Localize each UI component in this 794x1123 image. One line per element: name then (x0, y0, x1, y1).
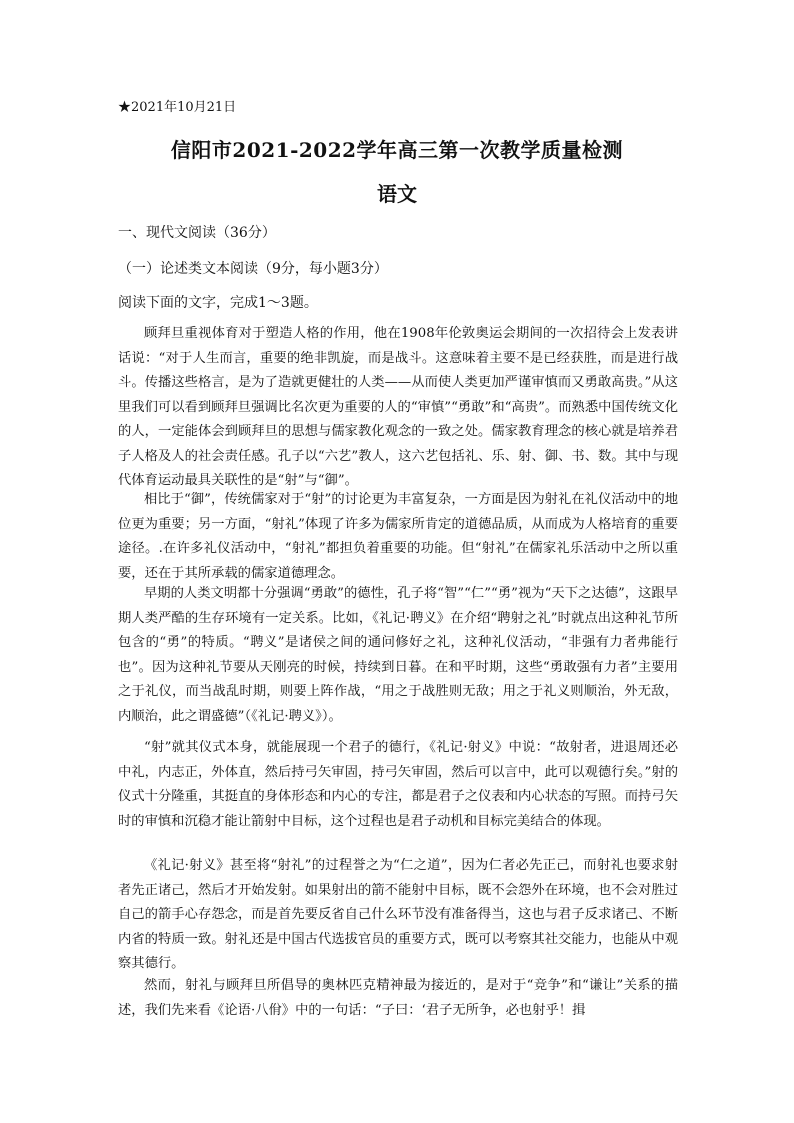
exam-title: 信阳市2021-2022学年高三第一次教学质量检测 (170, 138, 624, 162)
section-heading: 一、现代文阅读（36分） (118, 225, 276, 241)
exam-date: ★2021年10月21日 (118, 100, 237, 115)
reading-instruction: 阅读下面的文字，完成1～3题。 (118, 295, 318, 311)
passage-paragraph-4: “射”就其仪式本身，就能展现一个君子的德行，《礼记·射义》中说：“故射者，进退周还必中礼，内志正，外体直，然后持弓矢审固，持弓矢审固，然后可以言中，此可以观德行矣。”射的仪式十分隆重，其挺直的身体形态和内心的专注，都是君子之仪表和内心状态的写照。而持弓矢时的审慎和沉稳才能让箭射中目标，这个过程也是君子动机和目标完美结合的体现。 (118, 740, 678, 829)
passage-paragraph-5: 《礼记·射义》甚至将“射礼”的过程誉之为“仁之道”，因为仁者必先正己，而射礼也要求射者先正诸己，然后才开始发射。如果射出的箭不能射中目标，既不会怨外在环境，也不会对胜过自己的箭手心存怨念，而是首先要反省自己什么环节没有准备得当，这也与君子反求诸己、不断内省的特质一致。射礼还是中国古代选拔官员的重要方式，既可以考察其社交能力，也能从中观察其德行。 (118, 858, 678, 971)
passage-paragraph-1: 顾拜旦重视体育对于塑造人格的作用，他在1908年伦敦奥运会期间的一次招待会上发表讲话说：“对于人生而言，重要的绝非凯旋，而是战斗。这意味着主要不是已经获胜，而是进行战斗。传播这些格言，是为了造就更健壮的人类——从而使人类更加严谨审慎而又勇敢高贵。”从这里我们可以看到顾拜旦强调比名次更为重要的人的“审慎”“勇敢”和“高贵”。而熟悉中国传统文化的人，一定能体会到顾拜旦的思想与儒家教化观念的一致之处。儒家教育理念的核心就是培养君子人格及人的社会责任感。孔子以“六艺”教人，这六艺包括礼、乐、射、御、书、数。其中与现代体育运动最具关联性的是“射”与“御”。 (118, 326, 678, 488)
passage-paragraph-6: 然而，射礼与顾拜旦所倡导的奥林匹克精神最为接近的，是对于“竞争”和“谦让”关系的描述，我们先来看《论语·八佾》中的一句话：“子曰：‘君子无所争，必也射乎！揖 (118, 978, 678, 1018)
exam-subject: 语文 (377, 182, 417, 206)
passage-paragraph-3: 早期的人类文明都十分强调“勇敢”的德性，孔子将“智”“仁”“勇”视为“天下之达德”，这跟早期人类严酷的生存环境有一定关系。比如，《礼记·聘义》在介绍“聘射之礼”时就点出这种礼节所包含的“勇”的特质。“聘义”是诸侯之间的通问修好之礼，这种礼仪活动，“非强有力者弗能行也”。因为这种礼节要从天刚亮的时候，持续到日暮。在和平时期，这些“勇敢强有力者”主要用之于礼仪，而当战乱时期，则要上阵作战，“用之于战胜则无敌；用之于礼义则顺治，外无敌，内顺治，此之谓盛德”（《礼记·聘义》）。 (118, 586, 678, 724)
subsection-heading: （一）论述类文本阅读（9分，每小题3分） (118, 261, 388, 277)
passage-paragraph-2: 相比于“御”，传统儒家对于“射”的讨论更为丰富复杂，一方面是因为射礼在礼仪活动中的地位更为重要；另一方面，“射礼”体现了许多为儒家所肯定的道德品质，从而成为人格培育的重要途径。.在许多礼仪活动中，“射礼”都担负着重要的功能。但“射礼”在儒家礼乐活动中之所以重要，还在于其所承载的儒家道德理念。 (118, 492, 678, 581)
